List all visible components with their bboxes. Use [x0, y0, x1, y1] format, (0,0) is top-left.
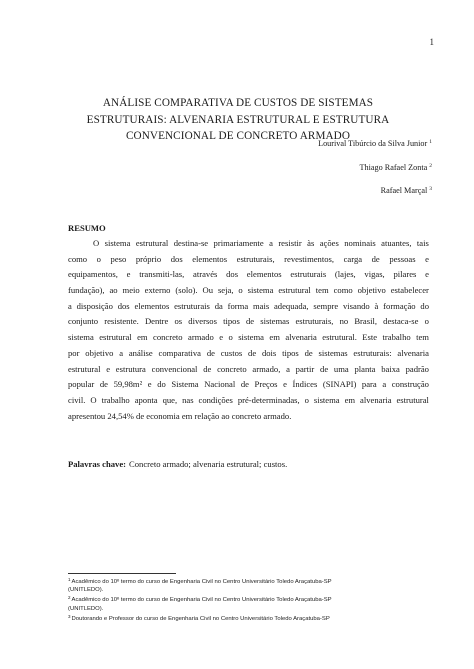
abstract-word: o [96, 253, 101, 264]
abstract-word: padrão [405, 363, 429, 374]
abstract-word: a [68, 300, 72, 311]
abstract-word: tipos [282, 347, 299, 358]
abstract-word: de [240, 379, 249, 390]
footnote-mark: 2 [68, 595, 71, 601]
abstract-word: atuantes, [381, 238, 412, 248]
abstract-word: visando [343, 300, 370, 311]
abstract-word: objetivo [85, 347, 114, 358]
abstract-word: concreto [217, 363, 247, 374]
abstract-word: estruturais, [295, 316, 334, 327]
abstract-word: peso [110, 253, 127, 264]
abstract-word: estruturais [174, 300, 210, 311]
author-name: Lourival Tibúrcio da Silva Junior [318, 139, 428, 148]
abstract-word: do [420, 300, 429, 311]
abstract-word: elementos [246, 269, 282, 280]
abstract-word: estrutural [396, 394, 429, 405]
abstract-word: sistemas [318, 347, 348, 358]
abstract-word: sistema [313, 394, 340, 405]
abstract-word: equipamentos, [68, 269, 118, 280]
abstract-word: alvenaria [285, 332, 317, 343]
footnote-line [68, 613, 429, 623]
abstract-line [68, 252, 429, 268]
abstract-word: nominais [344, 238, 376, 248]
abstract-word: para [361, 379, 377, 390]
abstract-word: primariamente [213, 238, 264, 248]
abstract-word: ao [109, 285, 118, 296]
abstract-word: resistir [278, 238, 302, 248]
abstract-word: sistema [238, 332, 264, 343]
abstract-word: e [425, 253, 429, 264]
abstract-line [68, 393, 429, 409]
abstract-word: condições [198, 394, 233, 405]
abstract-word: custos [220, 347, 243, 358]
abstract-word: pré-determinadas, [237, 394, 300, 405]
abstract-word: uma [333, 363, 349, 374]
abstract-word: em [269, 332, 280, 343]
abstract-word: meio [122, 285, 140, 296]
author-name: Thiago Rafael Zonta [359, 162, 428, 172]
abstract-word: pessoas [389, 253, 416, 264]
abstract-word: de [245, 316, 255, 327]
abstract-line [68, 236, 429, 252]
abstract-word: trabalho [382, 332, 411, 343]
abstract-word: próprio [135, 253, 162, 264]
abstract-word: (solo). [175, 285, 198, 296]
abstract-word: destina-se [173, 238, 209, 248]
abstract-word: tipos [223, 316, 240, 327]
abstract-word: elementos [134, 300, 170, 311]
abstract-word: planta [354, 363, 376, 374]
author-3 [318, 178, 432, 202]
author-footnote-mark: 1 [429, 139, 432, 145]
abstract-word: através [193, 269, 218, 280]
abstract-word: e [219, 332, 224, 343]
abstract-word: O [93, 238, 100, 248]
abstract-word: convencional [151, 363, 198, 374]
abstract-word: transmiti-las, [139, 269, 185, 280]
abstract-word: estrutural [278, 285, 311, 296]
author-list [318, 131, 432, 202]
abstract-word: a [382, 379, 387, 390]
abstract-word: construção [391, 379, 429, 390]
abstract-word: de [248, 347, 257, 358]
abstract-word: trabalho [101, 394, 130, 405]
abstract-word: tem [315, 285, 329, 296]
author-1 [318, 131, 432, 155]
abstract-body [68, 236, 429, 424]
abstract-word: em [344, 394, 356, 405]
abstract-word: de [371, 253, 380, 264]
abstract-word: Índices [292, 379, 318, 390]
abstract-word: vigas, [364, 269, 385, 280]
abstract-word: estrutural [68, 363, 101, 374]
abstract-word: a [119, 347, 124, 358]
abstract-word: ações [319, 238, 339, 248]
abstract-word: às [307, 238, 315, 248]
abstract-word: o [228, 332, 233, 343]
abstract-word: pilares [393, 269, 417, 280]
keywords [68, 459, 287, 469]
abstract-word: à [374, 300, 379, 311]
abstract-word: apresentou 24,54% de economia em relação ao concreto armado. [68, 410, 292, 421]
abstract-word: análise [128, 347, 153, 358]
abstract-word: por [68, 347, 80, 358]
abstract-word: comparativa [158, 347, 202, 358]
abstract-word: e [126, 269, 131, 280]
abstract-word: forma [227, 300, 249, 311]
keywords-label: Palavras chave: [68, 459, 126, 469]
abstract-word: o [238, 285, 243, 296]
abstract-word: de [304, 347, 313, 358]
abstract-word: Este [362, 332, 378, 343]
abstract-word: como [68, 253, 88, 264]
abstract-line [68, 330, 429, 346]
abstract-word: partir [295, 363, 315, 374]
abstract-word: disposição [76, 300, 113, 311]
abstract-word: de [320, 363, 329, 374]
abstract-word: Nacional [204, 379, 236, 390]
footnote-mark: 3 [68, 613, 71, 619]
abstract-word: elementos [192, 253, 228, 264]
abstract-word: estabelecer [390, 285, 429, 296]
footnotes [68, 576, 429, 623]
abstract-word: de [206, 347, 215, 358]
abstract-word: alvenaria [397, 347, 429, 358]
abstract-word: que, [162, 394, 178, 405]
abstract-word: sistemas [260, 316, 290, 327]
abstract-word: do [157, 379, 166, 390]
title-line: CONVENCIONAL DE CONCRETO ARMADO [125, 130, 351, 142]
abstract-word: estruturais [290, 269, 327, 280]
abstract-word: civil. [68, 394, 86, 405]
footnote-line [68, 586, 429, 594]
abstract-word: a [286, 363, 290, 374]
abstract-word: e [425, 269, 429, 280]
abstract-word: concreto [153, 332, 183, 343]
abstract-word: Dentre [144, 316, 169, 327]
footnote-line [68, 576, 429, 586]
abstract-word: seja, [217, 285, 234, 296]
abstract-line [68, 346, 429, 362]
abstract-word: dois [261, 347, 277, 358]
footnote-line [68, 594, 429, 604]
abstract-word: externo [144, 285, 171, 296]
footnote-text: Acadêmico do 10º termo do curso de Engenharia Civil no Centro Universitário Toledo Araçatuba-SP [71, 579, 332, 585]
abstract-word: e [283, 379, 287, 390]
abstract-word: armado [188, 332, 214, 343]
abstract-line [68, 314, 429, 330]
abstract-word: como [333, 285, 353, 296]
abstract-word: estrutural [135, 238, 169, 248]
abstract-word: o [304, 394, 309, 405]
abstract-line [68, 267, 429, 283]
abstract-word: estruturais: [353, 347, 392, 358]
abstract-word: no [339, 316, 349, 327]
abstract-word: estruturais, [236, 253, 275, 264]
abstract-word: Sistema [171, 379, 199, 390]
abstract-word: (lajes, [334, 269, 356, 280]
abstract-word: os [174, 316, 183, 327]
abstract-word: objetivo [357, 285, 386, 296]
abstract-line [68, 409, 429, 425]
abstract-word: aponta [134, 394, 158, 405]
abstract-word: O [90, 394, 97, 405]
abstract-line [68, 283, 429, 299]
abstract-word: tais [416, 238, 429, 248]
abstract-word: mais [252, 300, 270, 311]
abstract-heading: RESUMO [68, 223, 106, 233]
abstract-word: estrutural. [322, 332, 357, 343]
abstract-word: sistema [104, 238, 131, 248]
abstract-word: dos [170, 253, 183, 264]
abstract-word: em [137, 332, 148, 343]
abstract-word: resistente. [104, 316, 139, 327]
abstract-line [68, 299, 429, 315]
abstract-word: e [147, 379, 152, 390]
abstract-word: fundação), [68, 285, 105, 296]
abstract-word: a [269, 238, 273, 248]
abstract-word: sempre [313, 300, 339, 311]
abstract-word: Brasil, [354, 316, 377, 327]
abstract-word: dos [226, 269, 239, 280]
abstract-word: conjunto [68, 316, 99, 327]
footnote-divider [68, 573, 176, 574]
abstract-word: estrutural [99, 332, 132, 343]
abstract-word: dos [117, 300, 130, 311]
abstract-word: de [203, 363, 212, 374]
footnote-text: Acadêmico do 10º termo do curso de Engenharia Civil no Centro Universitário Toledo Araçatuba-SP [71, 597, 332, 604]
abstract-word: sistema [68, 332, 94, 343]
abstract-word: sistema [247, 285, 274, 296]
abstract-word: carga [343, 253, 363, 264]
abstract-word: popular [68, 379, 95, 390]
footnote-line [68, 605, 429, 613]
abstract-word: Ou [202, 285, 214, 296]
abstract-word: 59,98m² [113, 379, 143, 390]
abstract-line [68, 377, 429, 393]
footnote-text: Doutorando e Professor do curso de Engenharia Civil no Centro Universitário Toledo Araçatuba-SP [71, 615, 330, 622]
abstract-word: baixa [381, 363, 400, 374]
footnote-text: (UNITLEDO). [68, 605, 104, 612]
abstract-word: diversos [188, 316, 217, 327]
author-footnote-mark: 3 [429, 186, 432, 192]
author-2 [318, 155, 432, 179]
abstract-line [68, 362, 429, 378]
abstract-word: alvenaria [360, 394, 392, 405]
abstract-word: revestimentos, [284, 253, 335, 264]
abstract-word: (SINAPI) [322, 379, 357, 390]
page-number: 1 [429, 37, 434, 47]
footnote-text: (UNITLEDO). [68, 587, 104, 594]
abstract-word: destaca-se [383, 316, 419, 327]
abstract-word: formação [383, 300, 416, 311]
title-line: ESTRUTURAIS: ALVENARIA ESTRUTURAL E ESTRUTURA [86, 113, 390, 126]
abstract-word: estrutura [115, 363, 146, 374]
author-footnote-mark: 2 [429, 162, 432, 169]
keywords-text: Concreto armado; alvenaria estrutural; custos. [129, 459, 288, 469]
footnote-mark: 1 [68, 577, 71, 582]
abstract-word: armado, [252, 363, 281, 374]
abstract-word: nas [182, 394, 194, 405]
abstract-word: tem [416, 332, 429, 343]
abstract-word: Preços [254, 379, 278, 390]
author-name: Rafael Marçal [380, 186, 428, 195]
abstract-word: de [99, 379, 108, 390]
abstract-word: e [106, 363, 111, 374]
abstract-word: adequada, [273, 300, 309, 311]
abstract-word: da [214, 300, 223, 311]
title-line: ANÁLISE COMPARATIVA DE CUSTOS DE SISTEMAS [102, 97, 374, 109]
abstract-word: o [424, 316, 429, 327]
